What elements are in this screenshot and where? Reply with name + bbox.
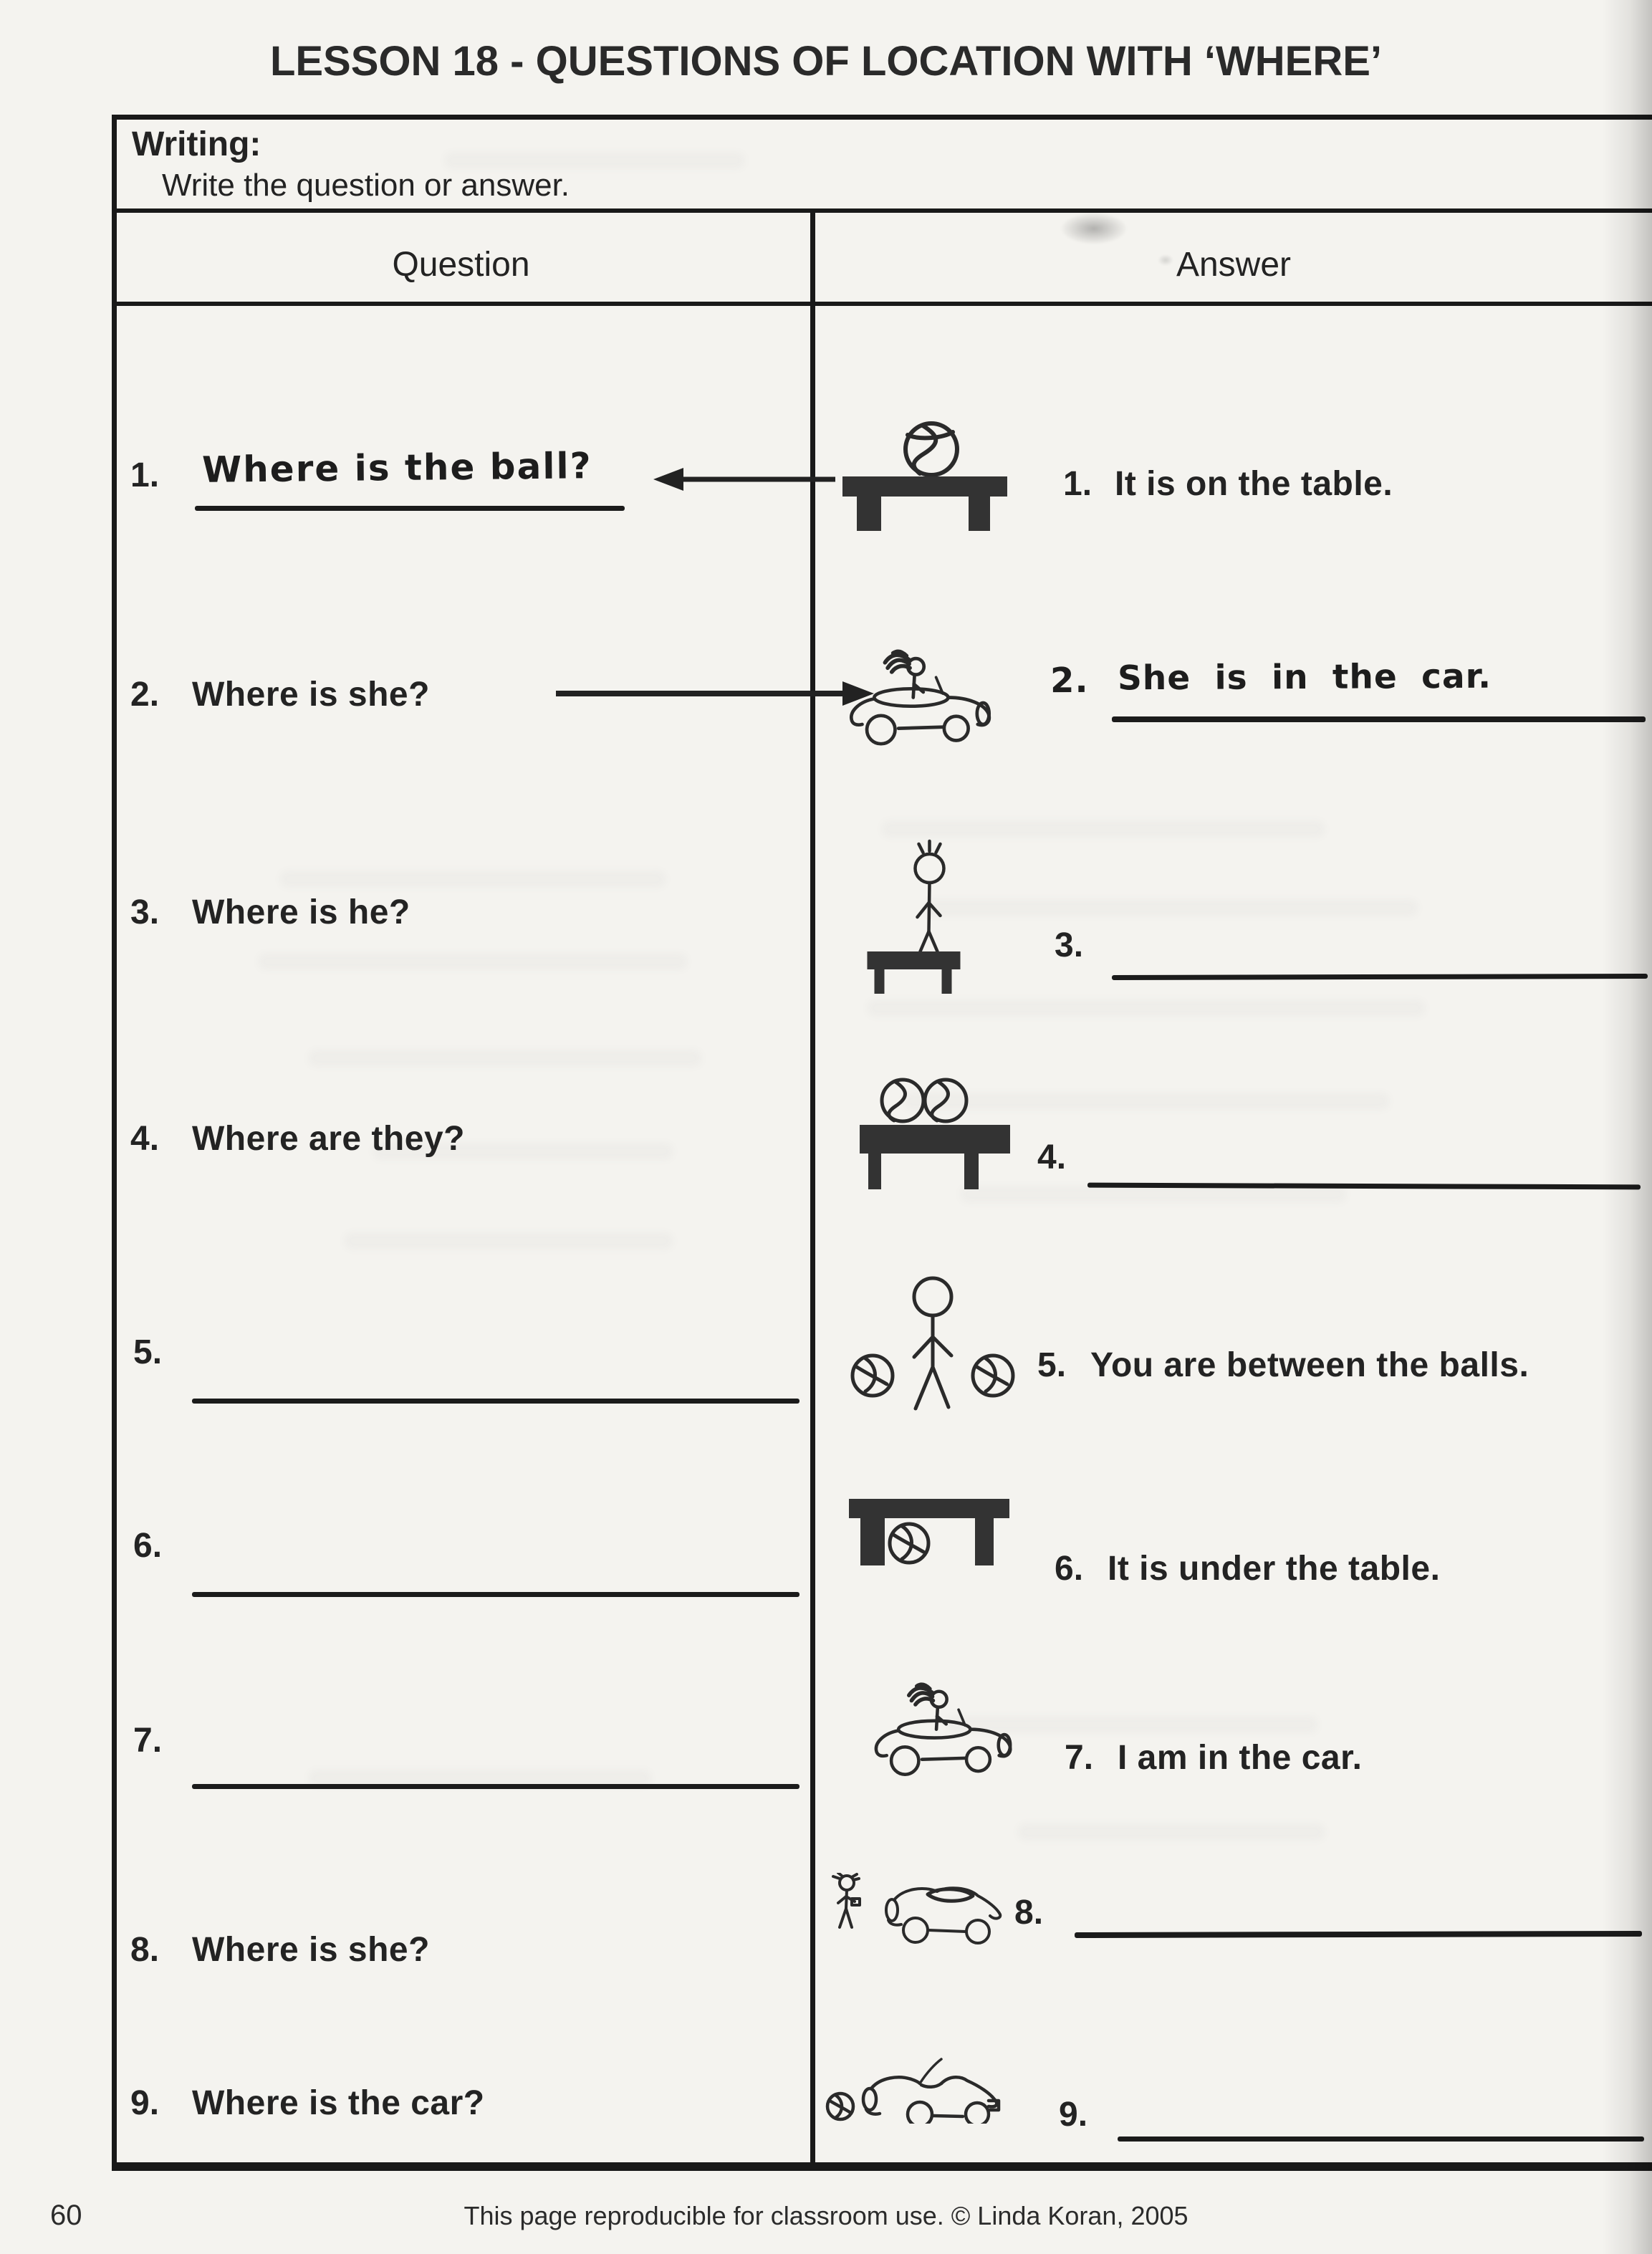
answer-number: 3. — [1055, 926, 1084, 964]
writing-heading: Writing: — [132, 125, 261, 163]
question-number: 8. — [130, 1931, 160, 1969]
question-number: 1. — [130, 456, 160, 494]
writing-box-bottom-border — [112, 208, 1652, 213]
writing-instruction: Write the question or answer. — [162, 168, 570, 203]
scan-edge-shadow — [1602, 0, 1652, 2254]
table-border-bottom — [112, 2162, 1652, 2171]
question-text: Where are they? — [192, 1120, 465, 1158]
girl-beside-car-illustration — [831, 1873, 1007, 1948]
ball-under-table-illustration — [849, 1499, 1012, 1570]
arrow-right-icon — [553, 678, 877, 709]
answer-text: It is on the table. — [1115, 465, 1393, 503]
question-text: Where is she? — [192, 1931, 430, 1969]
answer-column-header: Answer — [1176, 246, 1292, 284]
answer-blank-line — [1075, 1931, 1642, 1938]
page-number: 60 — [50, 2200, 82, 2231]
answer-text: I am in the car. — [1118, 1739, 1363, 1777]
ball-on-table-illustration — [840, 419, 1012, 534]
question-text: Where is she? — [192, 676, 430, 714]
table-border-left — [112, 115, 117, 2171]
question-number: 5. — [133, 1333, 163, 1371]
scan-smudge-small — [1155, 252, 1176, 268]
question-number: 7. — [133, 1722, 163, 1760]
answer-blank-line — [1112, 974, 1648, 980]
ball-behind-car-illustration — [825, 2043, 1034, 2124]
question-blank-line — [192, 1399, 799, 1404]
answer-text-handwritten: She is in the car. — [1117, 656, 1492, 699]
answer-number: 2. — [1050, 660, 1089, 701]
answer-blank-line — [1118, 2136, 1644, 2142]
table-border-top — [112, 115, 1652, 120]
question-number: 3. — [130, 893, 160, 931]
answer-number: 7. — [1065, 1739, 1094, 1777]
answer-number: 1. — [1063, 465, 1092, 503]
question-text: Where is he? — [192, 893, 410, 931]
page-title: LESSON 18 - QUESTIONS OF LOCATION WITH ‘WHERE’ — [269, 38, 1383, 85]
question-column-header: Question — [392, 246, 530, 284]
answer-number: 5. — [1037, 1346, 1067, 1384]
two-balls-on-table-illustration — [858, 1073, 1019, 1189]
question-text: Where is the car? — [192, 2084, 485, 2122]
arrow-left-icon — [650, 466, 838, 493]
girl-in-car-illustration — [832, 649, 1010, 757]
answer-number: 4. — [1037, 1138, 1067, 1176]
footer-text: This page reproducible for classroom use. © Linda Koran, 2005 — [464, 2201, 1188, 2230]
question-number: 2. — [130, 676, 160, 714]
question-underline — [195, 506, 625, 511]
question-number: 9. — [130, 2084, 160, 2122]
answer-underline — [1112, 716, 1646, 722]
answer-number: 6. — [1055, 1550, 1084, 1588]
boy-on-table-illustration — [860, 817, 971, 996]
answer-number: 9. — [1059, 2096, 1088, 2134]
answer-number: 8. — [1014, 1894, 1044, 1932]
question-blank-line — [192, 1784, 799, 1789]
question-blank-line — [192, 1592, 799, 1597]
answer-text: It is under the table. — [1108, 1550, 1441, 1588]
question-number: 6. — [133, 1527, 163, 1565]
column-divider — [810, 208, 815, 2162]
question-text-handwritten: Where is the ball? — [201, 445, 592, 491]
question-number: 4. — [130, 1120, 160, 1158]
girl-in-car-illustration — [858, 1682, 1030, 1787]
person-between-two-balls-illustration — [844, 1274, 1022, 1421]
answer-text: You are between the balls. — [1090, 1346, 1529, 1384]
scan-smudge — [1047, 206, 1140, 251]
header-row-bottom-border — [112, 302, 1652, 306]
